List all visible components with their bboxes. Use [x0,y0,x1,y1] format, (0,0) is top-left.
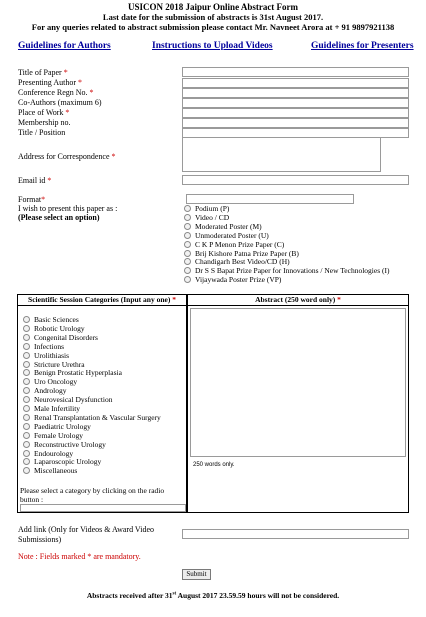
category-instruction-2: button : [20,495,44,504]
categories-header: Scientific Session Categories (Input any one) * [28,295,176,304]
co-authors-label: Co-Authors (maximum 6) [18,98,102,107]
email-input[interactable] [182,175,409,185]
present-as-option-label: Podium (P) [195,204,230,213]
submit-button[interactable]: Submit [182,569,211,580]
conference-regn-input[interactable] [182,88,409,98]
category-option-label: Robotic Urology [34,323,85,333]
present-as-option-label: Chandigarh Best Video/CD (H) [195,257,290,267]
presenting-author-label: Presenting Author * [18,78,82,87]
contact-text: For any queries related to abstract submission please contact Mr. Navneet Arora at + 91 9897921138 [31,22,395,32]
email-label: Email id * [18,176,52,185]
guidelines-authors-link[interactable]: Guidelines for Authors [18,41,111,51]
category-option-label: Benign Prostatic Hyperplasia [34,368,122,378]
radio-button[interactable] [23,352,30,359]
radio-button[interactable] [184,276,191,283]
category-option-label: Renal Transplantation & Vascular Surgery [34,412,161,422]
present-as-option[interactable] [184,213,229,222]
category-option[interactable] [23,377,77,386]
category-option[interactable] [23,360,85,369]
radio-button[interactable] [23,467,30,474]
category-option-label: Basic Sciences [34,315,79,324]
abstract-word-counter: 250 words only. [193,462,235,468]
category-option-label: Urolithiasis [34,350,69,360]
present-as-option-label: C K P Menon Prize Paper (C) [195,239,285,249]
radio-button[interactable] [23,405,30,412]
present-as-option-label: Unmoderated Poster (U) [195,230,269,240]
abstract-textarea[interactable] [190,308,406,457]
category-option[interactable] [23,422,91,431]
conference-regn-label: Conference Regn No. * [18,88,94,97]
category-option[interactable] [23,315,79,324]
radio-button[interactable] [23,450,30,457]
deadline-text: Last date for the submission of abstracts is 31st August 2017. [102,12,324,22]
present-as-label: I wish to present this paper as : [18,204,118,213]
category-instruction: Please select a category by clicking on the radio [20,486,165,495]
category-option[interactable] [23,333,98,342]
membership-no-label: Membership no. [18,118,71,127]
category-option-label: Congenital Disorders [34,332,98,342]
format-input[interactable] [186,194,354,204]
radio-button[interactable] [23,396,30,403]
present-as-option[interactable] [184,266,390,275]
category-option-label: Male Infertility [34,404,81,413]
present-as-option[interactable] [184,204,229,213]
category-option-label: Stricture Urethra [34,359,85,369]
category-option-label: Endourology [34,448,74,458]
add-link-label: Add link (Only for Videos & Award Video [18,525,154,534]
present-as-option[interactable] [184,240,284,249]
title-of-paper-input[interactable] [182,67,409,77]
present-as-option[interactable] [184,249,299,258]
radio-button[interactable] [184,214,191,221]
abstract-header: Abstract (250 word only) * [255,295,341,304]
category-option[interactable] [23,449,73,458]
category-option-label: Paediatric Urology [34,421,91,431]
place-of-work-input[interactable] [182,108,409,118]
radio-button[interactable] [23,441,30,448]
category-option-label: Reconstructive Urology [34,439,106,449]
guidelines-presenters-link[interactable]: Guidelines for Presenters [311,41,414,51]
present-as-option[interactable] [184,257,290,266]
category-option[interactable] [23,324,85,333]
radio-button[interactable] [23,361,30,368]
category-option[interactable] [23,351,69,360]
radio-button[interactable] [23,334,30,341]
radio-button[interactable] [23,343,30,350]
present-as-option-label: Dr S S Bapat Prize Paper for Innovations / New Technologies (I) [195,266,390,276]
present-as-option[interactable] [184,275,281,284]
category-option[interactable] [23,404,80,413]
membership-no-input[interactable] [182,118,409,128]
radio-button[interactable] [184,223,191,230]
address-label: Address for Correspondence * [18,152,116,161]
radio-button[interactable] [23,316,30,323]
radio-button[interactable] [184,205,191,212]
radio-button[interactable] [23,423,30,430]
upload-videos-link[interactable]: Instructions to Upload Videos [152,41,273,51]
present-as-option-label: Brij Kishore Patna Prize Paper (B) [195,248,299,258]
footer-notice: Abstracts received after 31st August 2017 23.59.59 hours will not be considered. [86,591,340,600]
category-option-label: Infections [34,341,64,351]
category-option[interactable] [23,395,113,404]
radio-button[interactable] [23,458,30,465]
title-of-paper-label: Title of Paper * [18,68,68,77]
add-link-input[interactable] [182,529,409,539]
radio-button[interactable] [184,232,191,239]
radio-button[interactable] [184,258,191,265]
co-authors-input[interactable] [182,98,409,108]
format-label: Format* [18,195,46,204]
category-option-label: Female Urology [34,430,83,440]
present-as-option-label: Video / CD [195,212,230,222]
radio-button[interactable] [23,387,30,394]
add-link-label-2: Submissions) [18,535,62,544]
radio-button[interactable] [23,414,30,421]
radio-button[interactable] [23,325,30,332]
radio-button[interactable] [184,267,191,274]
mandatory-note: Note : Fields marked * are mandatory. [18,552,141,561]
radio-button[interactable] [23,432,30,439]
category-input[interactable] [20,504,186,512]
category-option[interactable] [23,457,101,466]
radio-button[interactable] [23,378,30,385]
present-as-option-label: Vijaywada Poster Prize (VP) [195,275,282,285]
radio-button[interactable] [184,241,191,248]
present-as-option[interactable] [184,231,269,240]
category-option[interactable] [23,413,161,422]
place-of-work-label: Place of Work * [18,108,70,117]
present-as-note: (Please select an option) [18,213,100,222]
title-position-label: Title / Position [18,128,66,137]
category-option[interactable] [23,342,64,351]
radio-button[interactable] [184,250,191,257]
category-option[interactable] [23,386,67,395]
category-option-label: Neurovesical Dysfunction [34,395,113,405]
radio-button[interactable] [23,369,30,376]
category-option-label: Miscellaneous [34,466,78,476]
form-title: USICON 2018 Jaipur Online Abstract Form [127,2,299,12]
category-option-label: Laparoscopic Urology [34,457,102,467]
address-textarea[interactable] [182,137,381,172]
category-option[interactable] [23,466,77,475]
present-as-option-label: Moderated Poster (M) [195,221,262,231]
category-option[interactable] [23,440,106,449]
category-option[interactable] [23,431,83,440]
presenting-author-input[interactable] [182,78,409,88]
present-as-option[interactable] [184,222,262,231]
category-option-label: Uro Oncology [34,377,78,387]
category-option[interactable] [23,368,122,377]
category-option-label: Andrology [34,386,67,396]
